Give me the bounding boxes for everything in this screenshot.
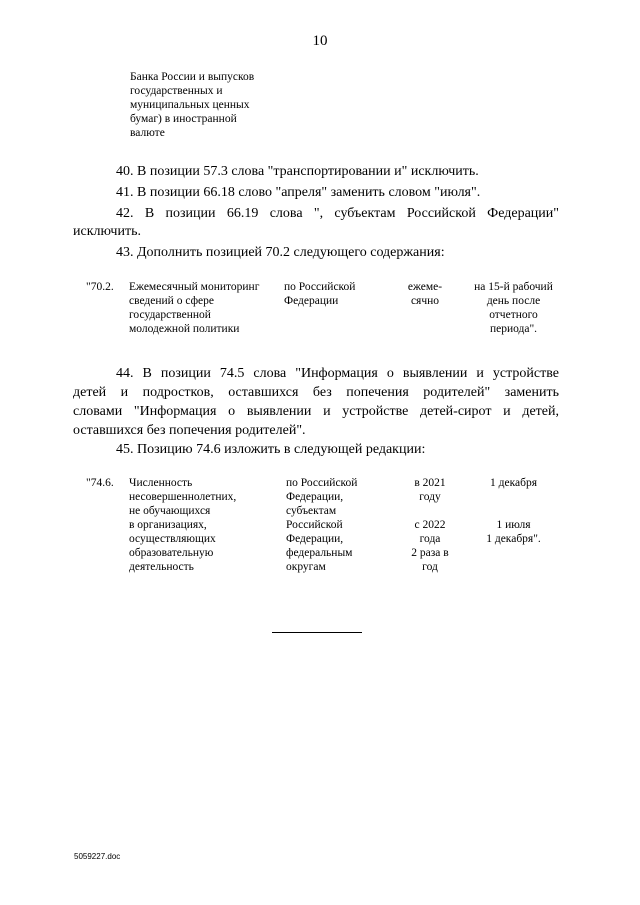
deadline-2021: 1 декабря xyxy=(490,477,537,489)
paragraph-45: 45. Позицию 74.6 изложить в следующей редакции: xyxy=(116,442,426,457)
reporting-level: по Российской Федерации xyxy=(284,281,356,307)
paragraph-44-line-1: 44. В позиции 74.5 слова "Информация о выявлении и устройстве xyxy=(116,366,559,381)
continuation-line: валюте xyxy=(130,127,165,139)
paragraph-40: 40. В позиции 57.3 слова "транспортировании и" исключить. xyxy=(116,164,479,179)
paragraph-42-line-1: 42. В позиции 66.19 слова ", субъектам Российской Федерации" xyxy=(116,206,559,221)
paragraph-41: 41. В позиции 66.18 слово "апреля" заменить словом "июля". xyxy=(116,185,481,200)
continuation-line: Банка России и выпусков xyxy=(130,71,255,83)
paragraph-42-line-2: исключить. xyxy=(73,224,141,239)
footer-doc-id: 5059227.doc xyxy=(74,852,121,861)
periodicity-2021: в 2021 году xyxy=(414,477,446,503)
deadline: на 15-й рабочий день после отчетного периода". xyxy=(474,281,553,335)
page-number: 10 xyxy=(312,33,328,49)
continuation-line: бумаг) в иностранной xyxy=(130,113,237,125)
continuation-line: государственных и xyxy=(130,85,223,97)
paragraph-43: 43. Дополнить позицией 70.2 следующего содержания: xyxy=(116,245,445,260)
indicator-name: Ежемесячный мониторинг сведений о сфере государственной молодежной политики xyxy=(129,281,260,335)
indicator-name: Численность несовершеннолетних, не обучающихся в организациях, осуществляющих образовательную деятельность xyxy=(129,477,237,573)
position-number: "70.2. xyxy=(86,281,114,293)
periodicity: ежеме- сячно xyxy=(407,281,443,307)
periodicity-2022: с 2022 года 2 раза в год xyxy=(411,519,449,573)
deadline-2022: 1 июля 1 декабря". xyxy=(486,519,541,545)
continuation-line: муниципальных ценных xyxy=(130,99,250,111)
position-number: "74.6. xyxy=(86,477,114,489)
paragraph-44-line-3: словами "Информация о выявлении и устройстве детей-сирот и детей, xyxy=(73,404,559,419)
reporting-level: по Российской Федерации, субъектам Российской Федерации, федеральным округам xyxy=(286,477,358,573)
closing-rule xyxy=(272,632,362,633)
paragraph-44-line-2: детей и подростков, оставшихся без попечения родителей" заменить xyxy=(73,385,559,400)
paragraph-44-line-4: оставшихся без попечения родителей". xyxy=(73,423,306,438)
